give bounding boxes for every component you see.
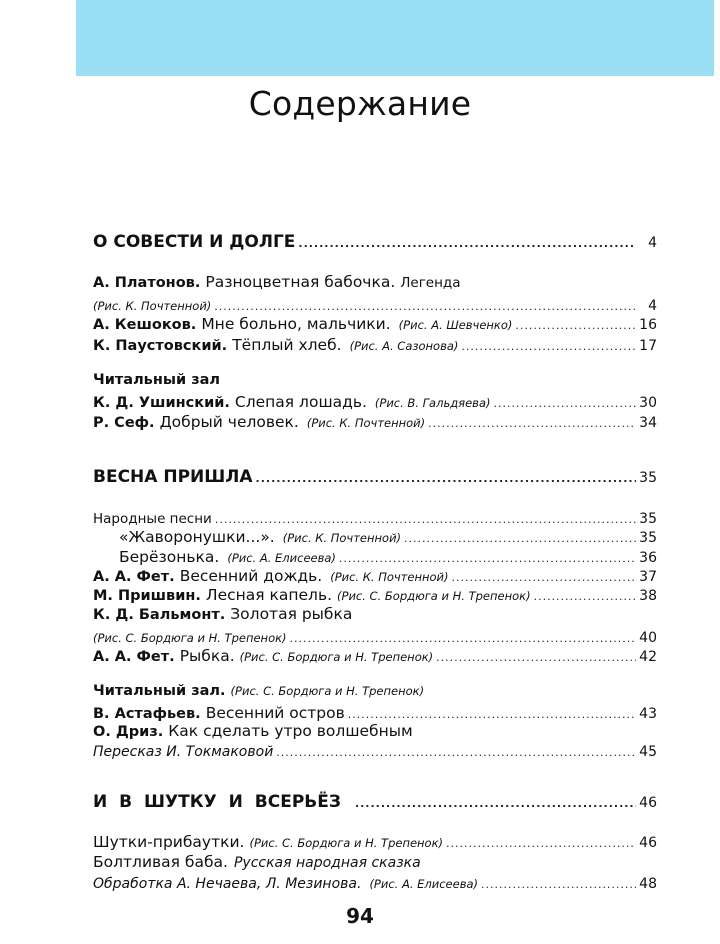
page-ref: 35 [639, 530, 657, 546]
toc-entry-continued[interactable] [93, 741, 657, 760]
dot-leader [290, 627, 636, 646]
page-ref: 34 [639, 415, 657, 431]
entry-note: Обработка А. Нечаева, Л. Мезинова. [93, 876, 362, 892]
entry-title: Золотая рыбка [230, 605, 353, 623]
entry-title: Разноцветная бабочка. [205, 273, 396, 291]
dot-leader [534, 585, 636, 604]
entry-author: А. А. Фет. [93, 649, 175, 665]
toc-entry-continued[interactable] [93, 295, 657, 314]
toc-entry[interactable] [93, 527, 657, 546]
page-ref: 46 [639, 835, 657, 851]
toc-entry[interactable] [93, 392, 657, 411]
entry-title: Как сделать утро волшебным [168, 722, 413, 740]
page-ref: 38 [639, 588, 657, 604]
entry-title: Весенний остров [205, 704, 345, 722]
entry-title: Народные песни [93, 511, 212, 527]
toc-entry[interactable] [93, 335, 657, 354]
entry-note: Пересказ И. Токмаковой [93, 744, 274, 760]
entry-illustrator: (Рис. С. Бордюга и Н. Трепенок) [249, 836, 444, 850]
section-heading: И В ШУТКУ И ВСЕРЬЁЗ [93, 792, 341, 812]
toc-entry[interactable] [93, 508, 657, 527]
page-ref: 30 [639, 395, 657, 411]
reading-room-label: Читальный зал [93, 372, 221, 388]
entry-illustrator: (Рис. А. Сазонова) [349, 339, 459, 353]
dot-leader [348, 703, 636, 722]
dot-leader [276, 741, 636, 760]
page-ref: 16 [639, 317, 657, 333]
dot-leader [515, 314, 636, 333]
page-ref: 48 [639, 876, 657, 892]
page-ref: 36 [639, 550, 657, 566]
entry-author: В. Астафьев. [93, 706, 201, 722]
entry-illustrator: (Рис. К. Почтенной) [306, 416, 426, 430]
entry-title: Тёплый хлеб. [232, 336, 342, 354]
toc-entry[interactable] [93, 722, 657, 740]
toc-entry[interactable] [93, 832, 657, 851]
page-ref: 42 [639, 649, 657, 665]
entry-title: Слепая лошадь. [234, 393, 367, 411]
entry-illustrator: (Рис. К. Почтенной) [93, 299, 212, 313]
dot-leader [452, 566, 637, 585]
entry-author: К. Паустовский. [93, 338, 228, 354]
toc-section[interactable] [93, 792, 657, 812]
toc-entry[interactable] [93, 853, 657, 871]
reading-room-label: Читальный зал. [93, 683, 226, 699]
toc-entry[interactable] [93, 314, 657, 333]
entry-author: А. Платонов. [93, 275, 201, 291]
page-ref: 46 [639, 795, 657, 811]
entry-author: А. Кешоков. [93, 317, 197, 333]
entry-title: Добрый человек. [159, 413, 299, 431]
entry-illustrator: (Рис. С. Бордюга и Н. Трепенок) [337, 589, 531, 603]
dot-leader [461, 335, 636, 354]
toc-entry-continued[interactable] [93, 873, 657, 892]
dot-leader [215, 508, 636, 527]
page-ref: 35 [639, 511, 657, 527]
toc-entry[interactable] [93, 605, 657, 623]
entry-author: Р. Сеф. [93, 415, 155, 431]
section-heading: О СОВЕСТИ И ДОЛГЕ [93, 232, 296, 252]
toc-entry[interactable] [93, 703, 657, 722]
entry-title: Мне больно, мальчики. [201, 315, 391, 333]
reading-room-heading [93, 372, 657, 388]
entry-illustrator: (Рис. К. Почтенной) [282, 531, 402, 545]
entry-title: Берёзонька. [119, 548, 220, 566]
dot-leader [256, 467, 636, 487]
entry-author: А. А. Фет. [93, 569, 175, 585]
dot-leader [339, 547, 636, 566]
dot-leader [436, 646, 636, 665]
dot-leader [404, 527, 636, 546]
toc-section[interactable] [93, 232, 657, 252]
dot-leader [298, 232, 636, 252]
page-ref: 4 [648, 298, 657, 314]
entry-author: О. Дриз. [93, 724, 164, 740]
entry-note: Русская народная сказка [233, 855, 421, 871]
entry-title: Болтливая баба. [93, 853, 228, 871]
entry-illustrator: (Рис. С. Бордюга и Н. Трепенок) [239, 650, 434, 664]
entry-note: Легенда [400, 275, 461, 291]
page-ref: 4 [648, 235, 657, 251]
toc-entry-continued[interactable] [93, 627, 657, 646]
toc-entry[interactable] [93, 566, 657, 585]
toc-section[interactable] [93, 467, 657, 487]
page-ref: 17 [639, 338, 657, 354]
entry-illustrator: (Рис. К. Почтенной) [330, 570, 449, 584]
entry-title: «Жаворонушки...». [119, 528, 275, 546]
dot-leader [446, 832, 636, 851]
toc-entry[interactable] [93, 585, 657, 604]
dot-leader [481, 873, 636, 892]
toc-entry[interactable] [93, 646, 657, 665]
header-band [76, 0, 714, 76]
entry-author: К. Д. Бальмонт. [93, 607, 226, 623]
toc-entry[interactable] [93, 412, 657, 431]
section-heading: ВЕСНА ПРИШЛА [93, 467, 253, 487]
entry-illustrator: (Рис. А. Елисеева) [227, 551, 336, 565]
page-ref: 45 [639, 744, 657, 760]
entry-title: Шутки-прибаутки. [93, 833, 245, 851]
page-ref: 35 [639, 470, 657, 486]
toc-entry[interactable] [93, 547, 657, 566]
entry-author: К. Д. Ушинский. [93, 395, 230, 411]
entry-illustrator: (Рис. А. Елисеева) [369, 877, 479, 891]
reading-room-heading [93, 683, 657, 699]
page-title: Содержание [248, 84, 472, 123]
page-ref: 40 [639, 630, 657, 646]
page-ref: 37 [639, 569, 657, 585]
entry-title: Лесная капель. [205, 586, 333, 604]
entry-illustrator: (Рис. В. Гальдяева) [374, 396, 491, 410]
entry-title: Весенний дождь. [179, 567, 323, 585]
reading-room-illustrator: (Рис. С. Бордюга и Н. Трепенок) [230, 684, 425, 698]
page-ref: 43 [639, 706, 657, 722]
entry-illustrator: (Рис. С. Бордюга и Н. Трепенок) [93, 631, 287, 645]
toc-entry[interactable] [93, 273, 657, 291]
page-number: 94 [346, 904, 374, 928]
entry-illustrator: (Рис. А. Шевченко) [398, 318, 513, 332]
entry-author: М. Пришвин. [93, 588, 201, 604]
dot-leader [355, 792, 636, 812]
dot-leader [428, 412, 636, 431]
dot-leader [214, 295, 636, 314]
dot-leader [493, 392, 636, 411]
entry-title: Рыбка. [179, 647, 235, 665]
